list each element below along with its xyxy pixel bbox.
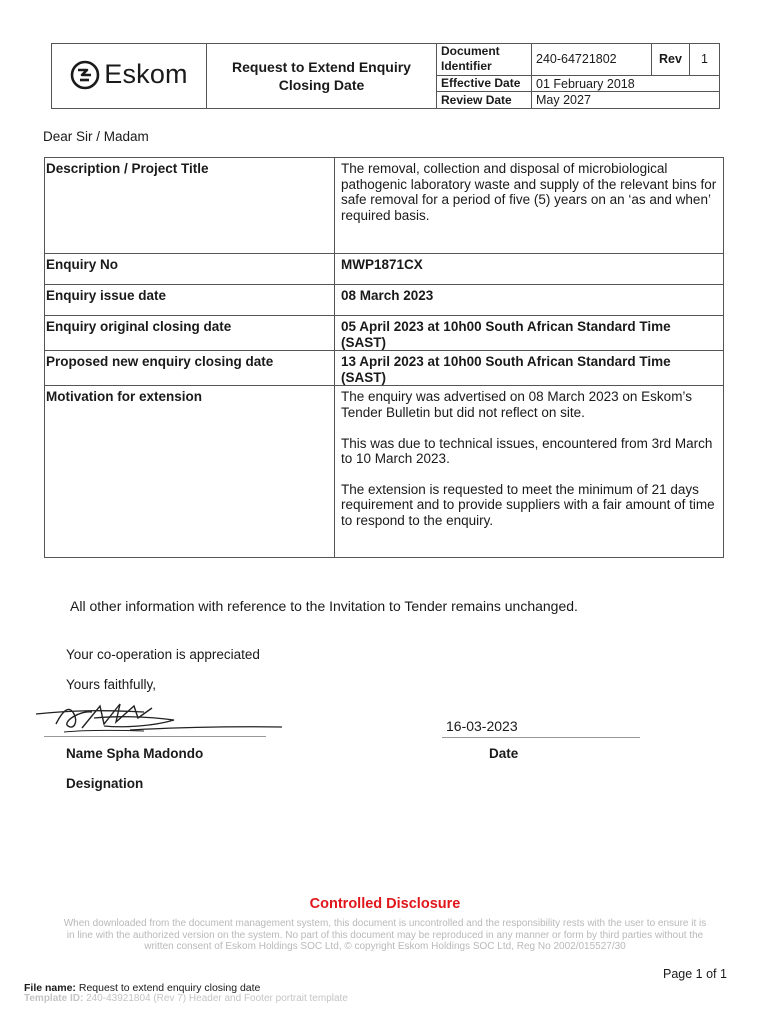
motivation-paragraph: This was due to technical issues, encountered from 3rd March to 10 March 2023. [341, 435, 713, 467]
template-id [24, 993, 348, 1004]
table-row [45, 351, 724, 386]
description-label: Description / Project Title [45, 158, 335, 254]
motivation-value [335, 386, 724, 558]
description-value: The removal, collection and disposal of microbiological pathogenic laboratory waste and supply of the relevant bins for safe removal for a period of five (5) years on an ‘as and when’ required basis. [335, 158, 724, 254]
table-row [45, 386, 724, 558]
table-row [45, 316, 724, 351]
motivation-paragraph: The extension is requested to meet the minimum of 21 days requirement and to provide suppliers with a fair amount of time to respond to the enquiry. [341, 481, 715, 528]
doc-identifier-value: 240-64721802 [532, 44, 652, 76]
motivation-label: Motivation for extension [45, 386, 335, 558]
issue-date-label: Enquiry issue date [45, 285, 335, 316]
greeting: Dear Sir / Madam [43, 129, 149, 144]
effective-date-label: Effective Date [437, 75, 532, 92]
table-row [45, 158, 724, 254]
logo-text: Eskom [104, 59, 188, 90]
logo-cell [52, 44, 207, 109]
table-row [45, 285, 724, 316]
enquiry-no-value: MWP1871CX [335, 254, 724, 285]
document-title: Request to Extend Enquiry Closing Date [207, 44, 437, 109]
signature-line [44, 736, 266, 737]
original-closing-label: Enquiry original closing date [45, 316, 335, 351]
effective-date-value: 01 February 2018 [532, 75, 720, 92]
info-text: All other information with reference to the Invitation to Tender remains unchanged. [70, 598, 578, 614]
doc-identifier-label: Document Identifier [437, 44, 532, 76]
designation-label: Designation [66, 776, 144, 791]
file-name-value: Request to extend enquiry closing date [78, 982, 261, 994]
proposed-closing-label: Proposed new enquiry closing date [45, 351, 335, 386]
document-header [51, 43, 720, 109]
proposed-closing-value: 13 April 2023 at 10h00 South African Standard Time (SAST) [335, 351, 724, 386]
disclosure-text: When downloaded from the document management system, this document is uncontrolled and the responsibility rests with the user to ensure it is in line with the authorized version on the system. No part of this document may be reproduced in any manner or form by third parties without the written consent of Eskom Holdings SOC Ltd, © copyright Eskom Holdings SOC Ltd, Reg No 2002/015527/30 [63, 918, 707, 952]
eskom-logo [70, 59, 188, 90]
signature-image [34, 700, 284, 736]
template-id-label: Template ID: [24, 993, 84, 1004]
date-line [442, 737, 640, 738]
date-label: Date [489, 746, 519, 761]
eskom-emblem-icon [70, 60, 100, 90]
file-name-label: File name: [24, 982, 76, 994]
review-date-label: Review Date [437, 92, 532, 109]
issue-date-value: 08 March 2023 [335, 285, 724, 316]
enquiry-no-label: Enquiry No [45, 254, 335, 285]
page-number: Page 1 of 1 [663, 967, 727, 981]
rev-label: Rev [652, 44, 690, 76]
disclosure-title: Controlled Disclosure [309, 896, 461, 912]
motivation-paragraph: The enquiry was advertised on 08 March 2023 on Eskom’s Tender Bulletin but did not reflect on site. [341, 389, 692, 420]
signatory-name: Name Spha Madondo [66, 746, 204, 761]
enquiry-details-table [44, 157, 724, 558]
cooperation-text: Your co-operation is appreciated [66, 647, 260, 662]
original-closing-value: 05 April 2023 at 10h00 South African Standard Time (SAST) [335, 316, 724, 351]
review-date-value: May 2027 [532, 92, 720, 109]
closing-text: Yours faithfully, [66, 677, 157, 692]
signature-date-value: 16-03-2023 [446, 718, 518, 734]
template-id-value: 240-43921804 (Rev 7) Header and Footer portrait template [86, 993, 348, 1004]
rev-value: 1 [690, 44, 720, 76]
table-row [45, 254, 724, 285]
